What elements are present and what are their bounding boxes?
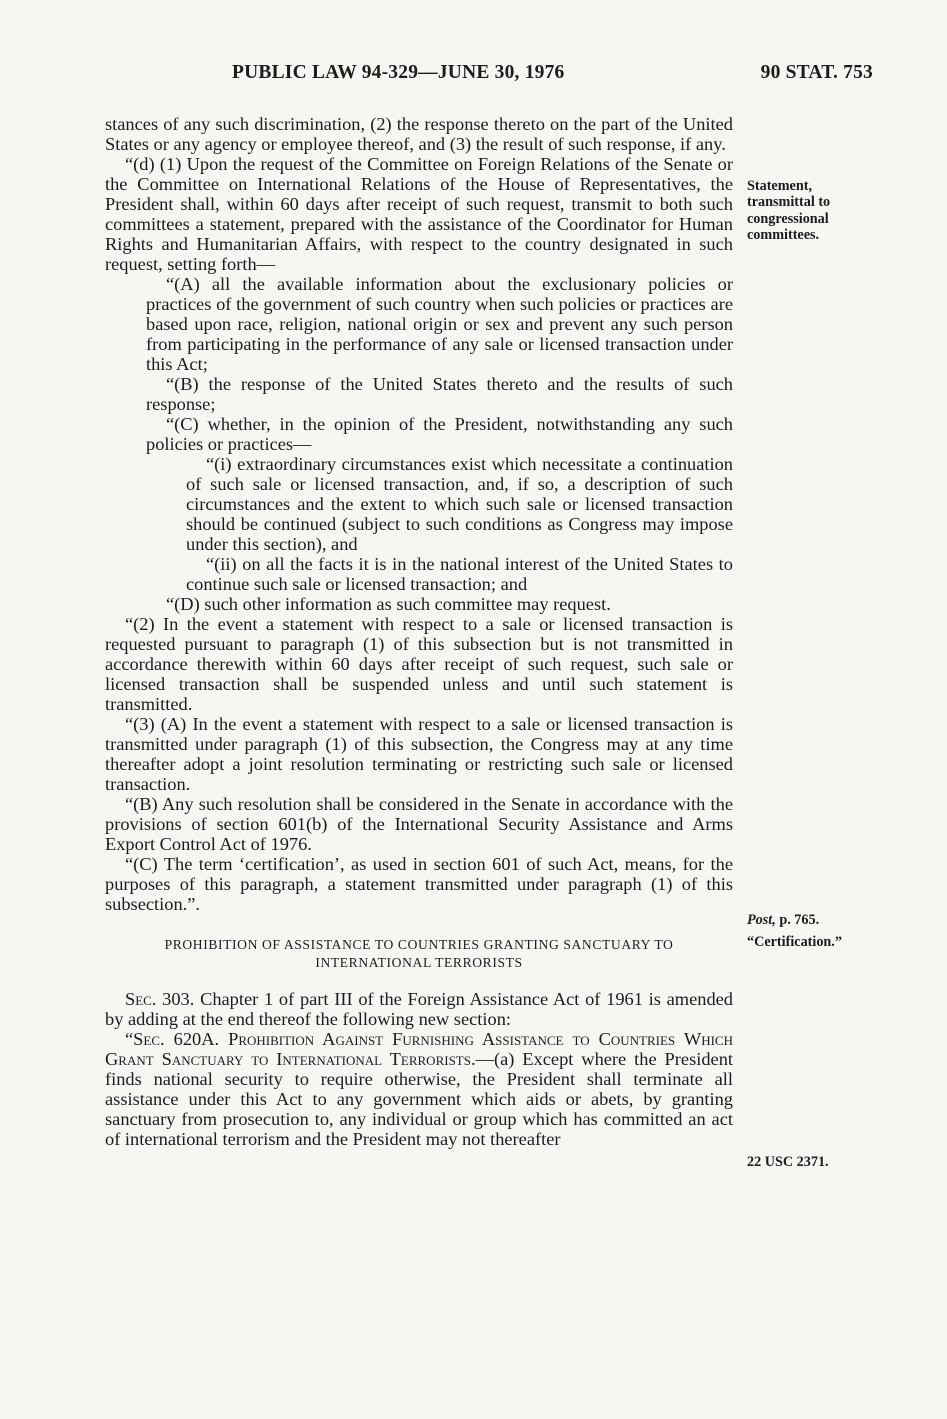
paragraph-d3c: “(C) The term ‘certification’, as used in section 601 of such Act, means, for the purposes of this paragraph, a statement transmitted under paragraph (1) of this subsection.”. <box>105 854 733 914</box>
subclause-i: “(i) extraordinary circumstances exist which necessitate a continuation of such sale or licensed transaction, and, if so, a description of such circumstances and the extent to which such sale or licensed transaction should be continued (subject to such conditions as Congress may impose under this section), and <box>186 454 733 554</box>
section-303 <box>105 989 733 1029</box>
section-heading <box>105 936 733 972</box>
section-303-label: Sec. 303. <box>125 989 195 1009</box>
header-title: PUBLIC LAW 94-329—JUNE 30, 1976 <box>232 62 565 83</box>
section-620a-label: “Sec. 620A. Prohibition Against Furnishing Assistance to Countries Which Grant Sanctuary to International Terrorists. <box>105 1029 733 1069</box>
section-620a-text: —(a) Except where the President finds national security to require otherwise, the President shall terminate all assistance under this Act to any government which aids or abets, by granting sanctuary from prosecution to, any individual or group which has committed an act of international terrorism and the President may not thereafter <box>105 1049 733 1149</box>
paragraph-continuation: stances of any such discrimination, (2) the response thereto on the part of the United States or any agency or employee thereof, and (3) the result of such response, if any. <box>105 114 733 154</box>
margin-note-statement <box>747 178 867 244</box>
clause-a: “(A) all the available information about the exclusionary policies or practices of the government of such country when such policies or practices are based upon race, religion, national origin or sex and prevent any such person from participating in the performance of any sale or licensed transaction under this Act; <box>146 274 733 374</box>
subclause-ii: “(ii) on all the facts it is in the national interest of the United States to continue such sale or licensed transaction; and <box>186 554 733 594</box>
margin-note-statement-line2: transmittal to <box>747 194 831 211</box>
paragraph-d1: “(d) (1) Upon the request of the Committee on Foreign Relations of the Senate or the Committee on International Relations of the House of Representatives, the President shall, within 60 days after receipt of such request, transmit to both such committees a statement, prepared with the assistance of the Coordinator for Human Rights and Humanitarian Affairs, with respect to the country designated in such request, setting forth— <box>105 154 733 274</box>
clause-d: “(D) such other information as such committee may request. <box>166 594 611 614</box>
section-620a <box>105 1029 733 1149</box>
main-text <box>105 114 733 1149</box>
paragraph-d2: “(2) In the event a statement with respect to a sale or licensed transaction is requested pursuant to paragraph (1) of this subsection but is not transmitted in accordance therewith within 60 days after receipt of such request, such sale or licensed transaction shall be suspended unless and until such statement is transmitted. <box>105 614 733 714</box>
running-header <box>0 62 947 92</box>
clause-c: “(C) whether, in the opinion of the President, notwithstanding any such policies or practices— <box>146 414 733 454</box>
margin-note-post <box>747 912 867 928</box>
section-303-text: Chapter 1 of part III of the Foreign Assistance Act of 1961 is amended by adding at the end thereof the following new section: <box>105 989 733 1029</box>
clause-b: “(B) the response of the United States thereto and the results of such response; <box>146 374 733 414</box>
margin-note-statement-line4: committees. <box>747 227 820 244</box>
margin-note-statement-line3: congressional <box>747 210 829 227</box>
margin-note-statement-line1: Statement, <box>747 178 813 194</box>
paragraph-d3a: “(3) (A) In the event a statement with respect to a sale or licensed transaction is transmitted under paragraph (1) of this subsection, the Congress may at any time thereafter adopt a joint resolution terminating or restricting such sale or licensed transaction. <box>105 714 733 794</box>
header-stat-citation: 90 STAT. 753 <box>760 62 873 83</box>
margin-note-post-italic: Post, <box>747 912 776 928</box>
section-heading-line2: INTERNATIONAL TERRORISTS <box>315 955 523 970</box>
margin-note-post-page: p. 765. <box>775 912 820 928</box>
margin-note-certification: “Certification.” <box>747 934 842 950</box>
paragraph-d3b: “(B) Any such resolution shall be considered in the Senate in accordance with the provisions of section 601(b) of the International Security Assistance and Arms Export Control Act of 1976. <box>105 794 733 854</box>
section-heading-line1: PROHIBITION OF ASSISTANCE TO COUNTRIES GRANTING SANCTUARY TO <box>164 937 674 952</box>
margin-note-usc: 22 USC 2371. <box>747 1154 829 1170</box>
